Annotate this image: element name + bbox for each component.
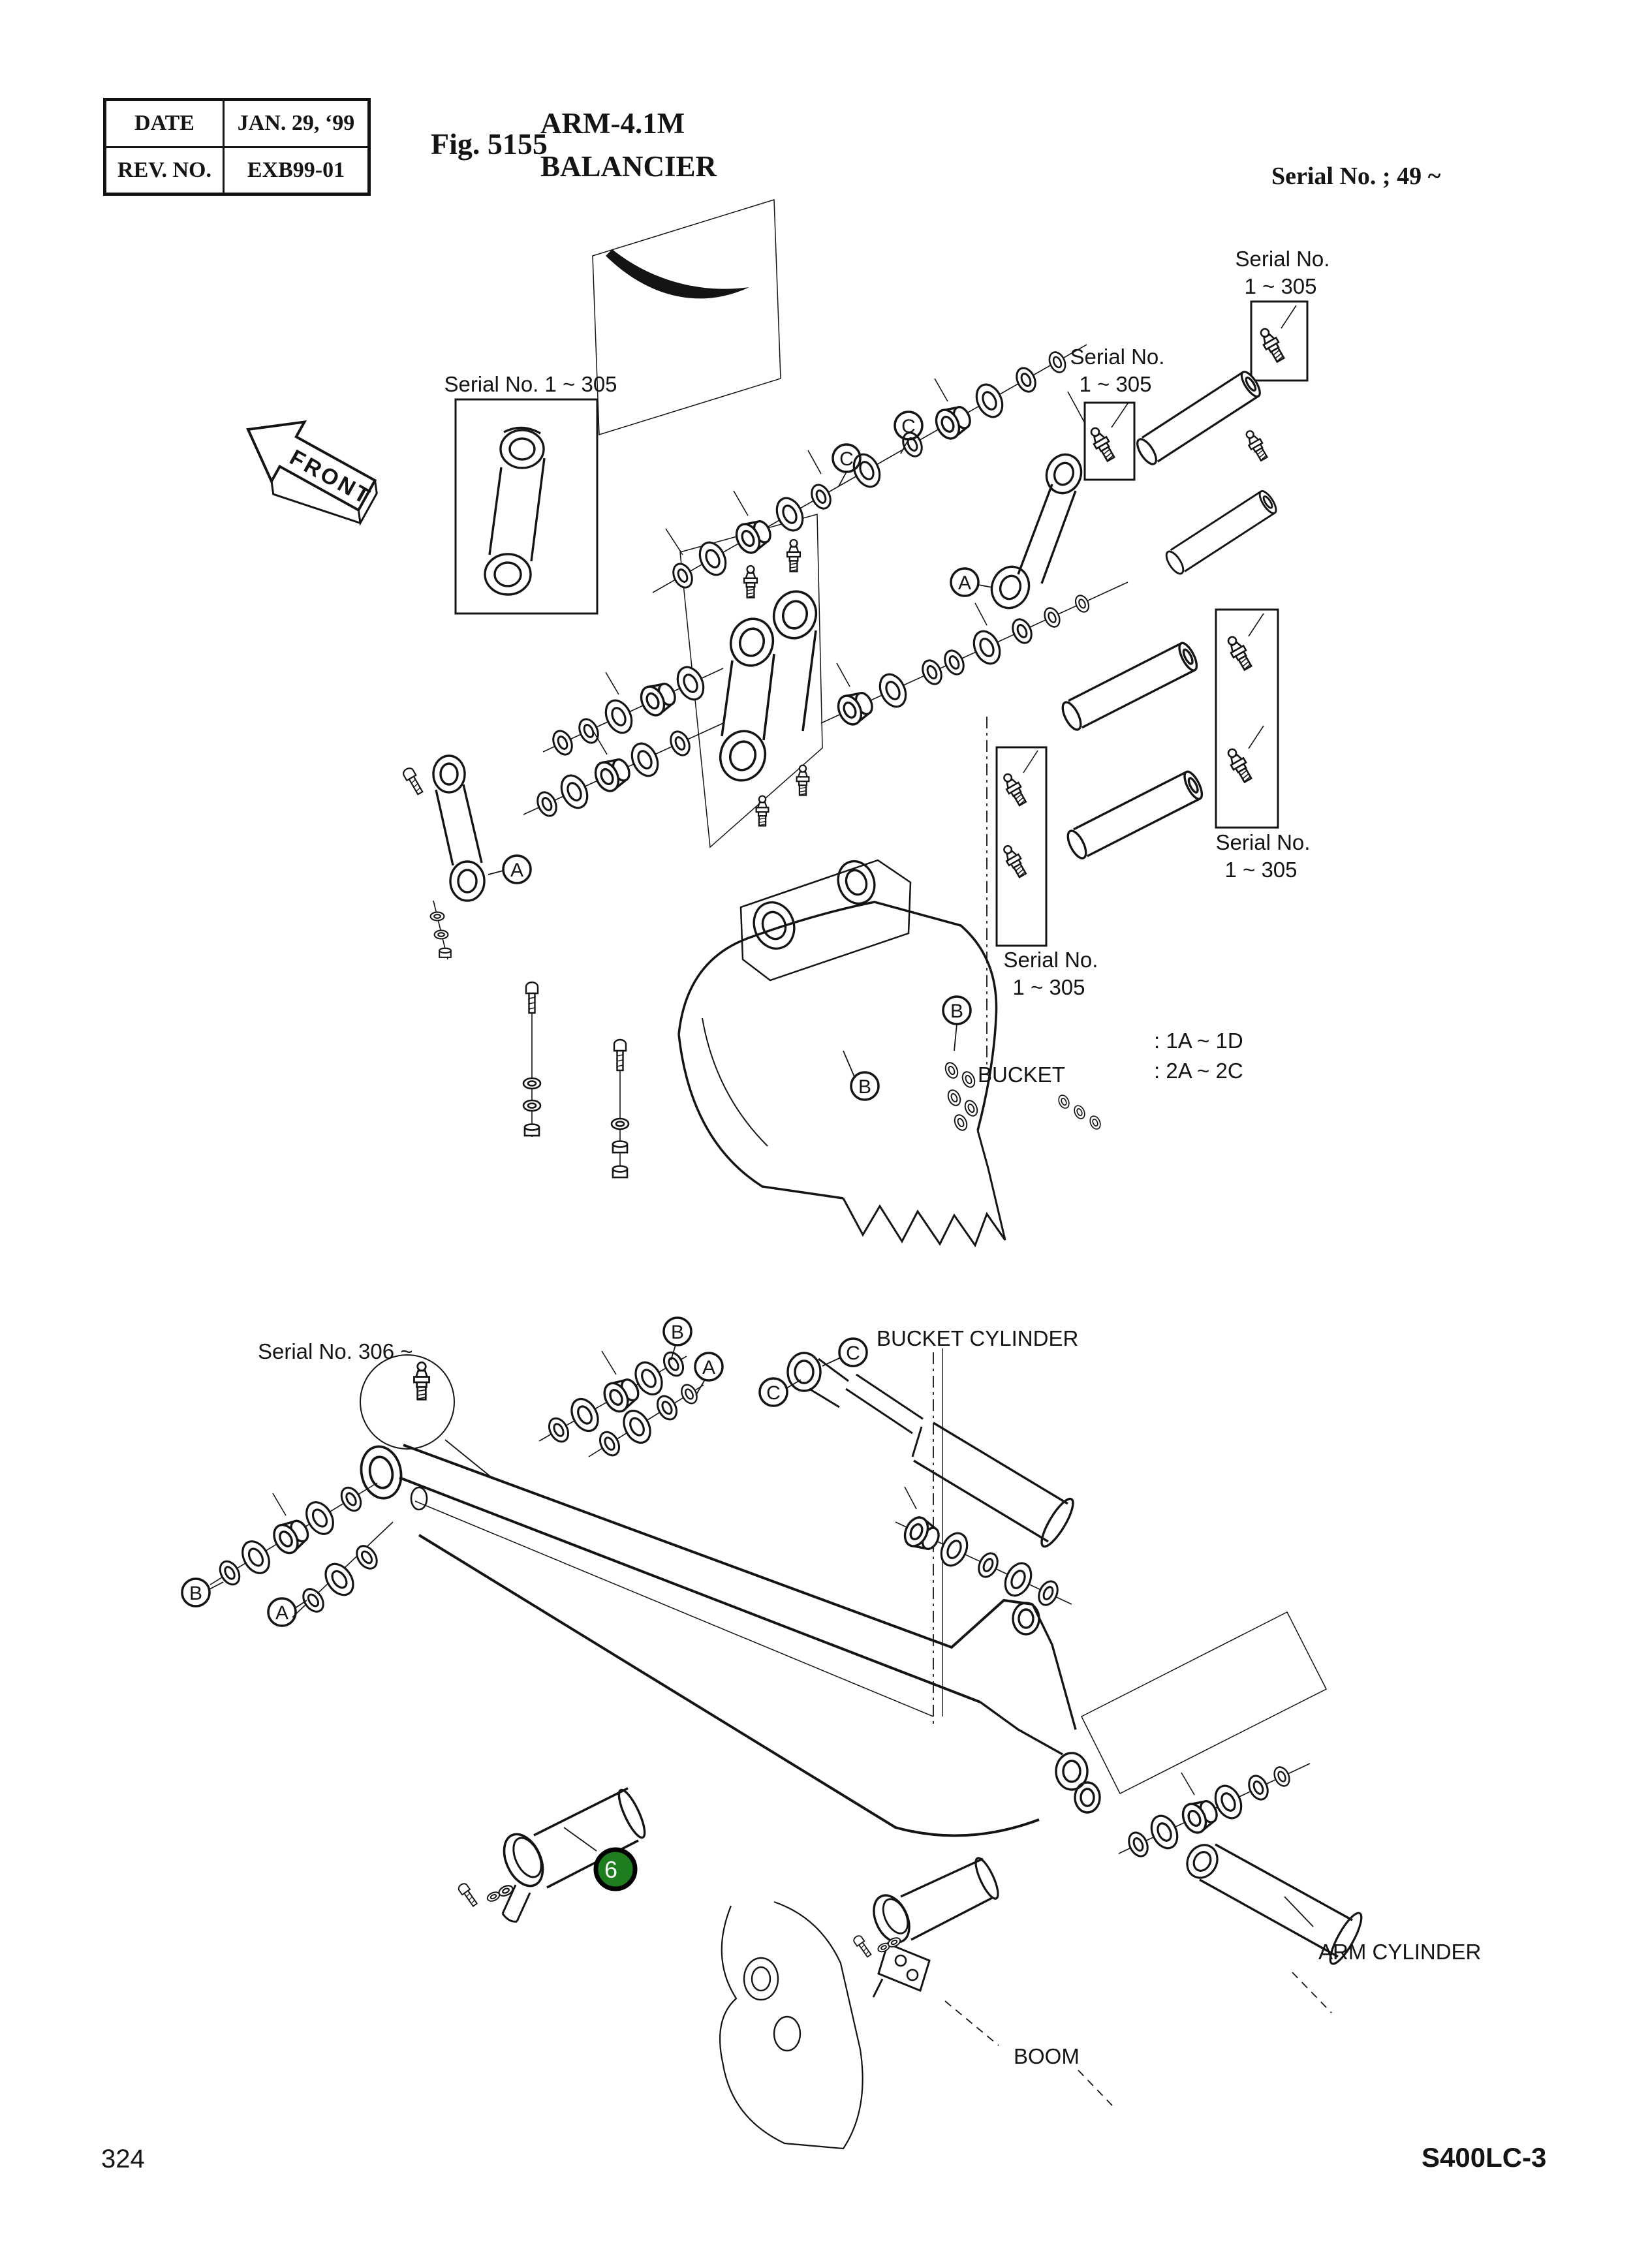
grease-fitting [1000, 771, 1029, 807]
callout-b: B [858, 1076, 872, 1098]
callout-b: B [950, 1001, 964, 1022]
serial-range-label: Serial No. [1070, 345, 1165, 369]
title-line-2: BALANCIER [540, 150, 717, 183]
letter-callouts [182, 412, 992, 1626]
callout-c: C [839, 448, 854, 470]
grease-fitting [1256, 326, 1286, 364]
serial-range-label: Serial No. [1235, 247, 1330, 271]
arm-cylinder-drawing [1181, 1839, 1367, 2013]
badge-number: 6 [604, 1856, 618, 1883]
callout-a: A [702, 1357, 716, 1378]
curved-arrow [606, 249, 749, 298]
bolt-stack [612, 1040, 629, 1177]
serial-range-label: Serial No. [1003, 948, 1098, 972]
callout-c: C [901, 416, 916, 437]
boom-drawing [720, 1902, 1113, 2149]
grease-fitting [1087, 425, 1117, 463]
legend-line-1: : 1A ~ 1D [1154, 1029, 1243, 1053]
bucket-drawing [679, 856, 1102, 1245]
legend-line-2: : 2A ~ 2C [1154, 1059, 1243, 1083]
grease-fitting [797, 766, 809, 796]
callout-box [1216, 610, 1278, 828]
grease-fitting [1243, 428, 1269, 462]
callout-a: A [275, 1602, 289, 1624]
pin [1065, 769, 1205, 861]
bucket-cylinder-label: BUCKET CYLINDER [877, 1326, 1079, 1350]
rev-no-label: REV. NO. [106, 148, 225, 193]
item-badge-6 [596, 1850, 635, 1889]
parts-ring-chain [1119, 1763, 1310, 1859]
bucket-label: BUCKET [978, 1063, 1065, 1087]
serial-range-label: 1 ~ 305 [1224, 858, 1298, 882]
callout-b: B [670, 1322, 685, 1343]
parts-ring-chain [653, 345, 1087, 593]
leader-lines [273, 379, 1194, 1795]
serial-range-label: Serial No. [1215, 830, 1311, 854]
diagram-labels [258, 247, 1481, 2068]
serial-range-label: Serial No. 1 ~ 305 [444, 372, 617, 396]
boom-label: BOOM [1014, 2044, 1080, 2068]
parts-ring-chain [523, 663, 723, 819]
grease-fitting [1224, 634, 1254, 672]
callout-c: C [766, 1382, 781, 1404]
callout-box [1251, 302, 1307, 381]
side-link [986, 450, 1087, 614]
serial-range-label: 1 ~ 305 [1244, 274, 1317, 298]
side-link [402, 756, 484, 959]
bolt-stack [523, 982, 540, 1137]
date-label: DATE [106, 101, 225, 146]
callout-a: A [510, 860, 524, 881]
grease-fitting [787, 540, 800, 572]
grease-fitting [756, 796, 769, 826]
date-value: JAN. 29, ‘99 [237, 111, 355, 136]
pin [1059, 641, 1200, 732]
front-arrow [226, 400, 390, 538]
serial-range-label: 1 ~ 305 [1012, 975, 1085, 999]
arm-drawing [356, 1443, 1100, 1836]
pin [1134, 369, 1263, 467]
callout-c: C [846, 1343, 860, 1364]
grease-fitting [744, 566, 757, 598]
front-label: FRONT [285, 444, 376, 510]
doc-code: S400LC-3 [1422, 2142, 1547, 2173]
parts-ring-chain [539, 1349, 704, 1459]
h-link-old [485, 427, 544, 595]
serial-306-label: Serial No. 306 ~ [258, 1339, 413, 1363]
callout-a: A [957, 572, 972, 594]
grease-fitting [1224, 746, 1254, 784]
callout-b: B [189, 1583, 203, 1604]
h-link [715, 587, 821, 786]
parts-ring-chain [210, 1483, 393, 1617]
page-number: 324 [101, 2145, 145, 2173]
serial-306-callout [360, 1355, 493, 1479]
grease-fitting [1000, 843, 1029, 879]
rev-no-value: EXB99-01 [247, 157, 345, 182]
arm-cylinder-label: ARM CYLINDER [1318, 1940, 1482, 1964]
serial-note: Serial No. ; 49 ~ [1271, 163, 1441, 190]
title-line-1: ARM-4.1M [540, 107, 685, 140]
boom-pin [852, 1856, 1002, 1997]
callout-boxes [456, 302, 1307, 946]
serial-range-label: 1 ~ 305 [1079, 372, 1152, 396]
figure-number: Fig. 5155 [431, 127, 548, 161]
pin [1163, 489, 1279, 576]
